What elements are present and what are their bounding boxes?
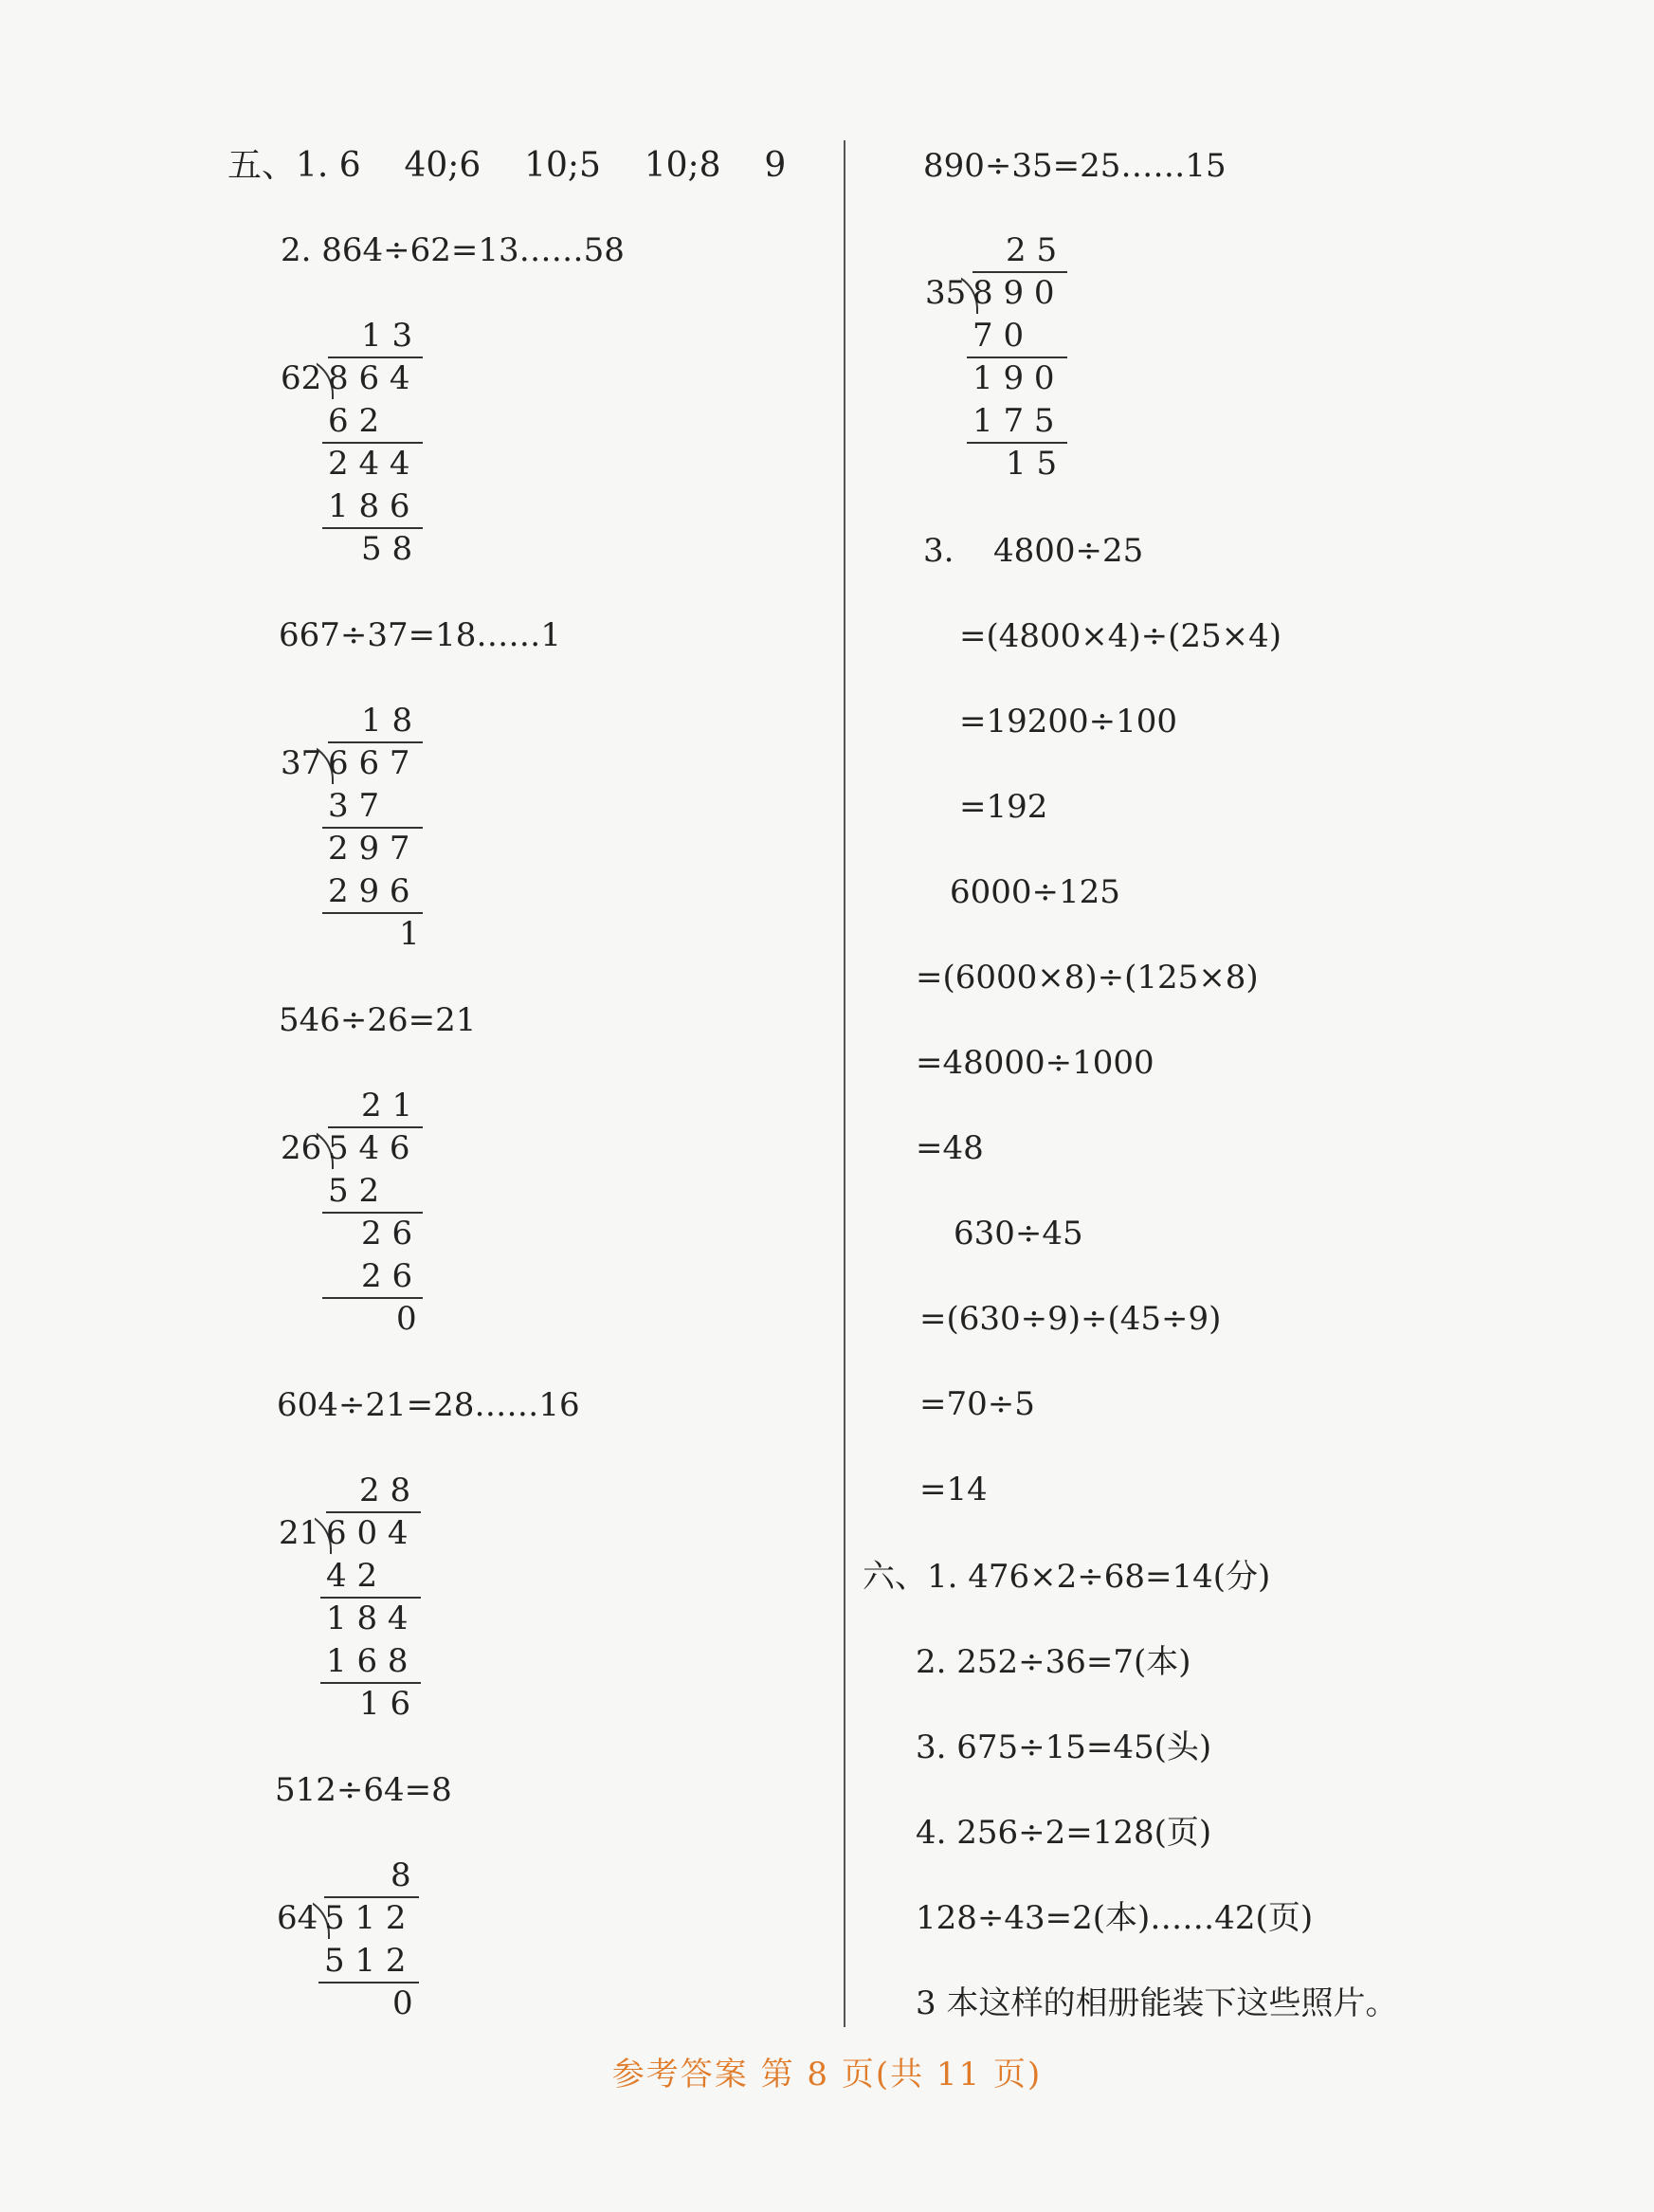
division-bar xyxy=(328,741,423,743)
remainder: 1 6 xyxy=(359,1685,411,1723)
step-line xyxy=(322,912,423,914)
calc3-line1: 630÷45 xyxy=(954,1215,1083,1252)
division-bar xyxy=(328,356,423,358)
step-line xyxy=(318,1982,419,1983)
divisor: 26 xyxy=(281,1129,322,1167)
divisor: 35 xyxy=(925,274,967,312)
step-line xyxy=(322,1297,423,1299)
q5-header: 五、1. 6 40;6 10;5 10;8 9 xyxy=(227,146,787,185)
calc3-line2: =(630÷9)÷(45÷9) xyxy=(919,1300,1222,1338)
quotient: 1 3 xyxy=(361,317,413,355)
quotient: 2 8 xyxy=(359,1472,411,1509)
step: 2 4 4 xyxy=(328,445,410,483)
remainder: 5 8 xyxy=(361,530,413,568)
division-bar xyxy=(324,1896,419,1898)
q5-2-equation: 2. 864÷62=13……58 xyxy=(281,231,625,269)
divisor: 21 xyxy=(279,1514,320,1552)
step: 6 2 xyxy=(328,402,380,440)
calc3-line4: =14 xyxy=(919,1471,988,1508)
calc1-line3: =19200÷100 xyxy=(959,703,1178,740)
step: 1 8 4 xyxy=(326,1600,409,1637)
quotient: 1 8 xyxy=(361,702,413,740)
remainder: 1 xyxy=(399,915,420,953)
division-bar xyxy=(326,1511,421,1513)
step-line xyxy=(322,442,423,444)
step-line xyxy=(967,356,1067,358)
q6-line6: 3 本这样的相册能装下这些照片。 xyxy=(916,1984,1398,2022)
calc2-line3: =48000÷1000 xyxy=(916,1044,1154,1082)
step: 2 9 6 xyxy=(328,872,410,910)
step-line xyxy=(967,442,1067,444)
q6-line5: 128÷43=2(本)……42(页) xyxy=(916,1899,1314,1937)
equation-546-26: 546÷26=21 xyxy=(279,1001,477,1039)
dividend: 8 9 0 xyxy=(972,274,1055,312)
dividend: 5 1 2 xyxy=(324,1899,407,1937)
column-divider xyxy=(844,140,845,2027)
division-bar xyxy=(328,1126,423,1128)
division-bar xyxy=(972,271,1067,273)
equation-667-37: 667÷37=18……1 xyxy=(279,616,562,654)
step: 2 6 xyxy=(361,1215,413,1252)
step: 1 6 8 xyxy=(326,1642,409,1680)
q3-label: 3. xyxy=(923,532,954,570)
step: 1 8 6 xyxy=(328,487,410,525)
step: 3 7 xyxy=(328,787,380,825)
q6-line3: 3. 675÷15=45(头) xyxy=(916,1728,1212,1766)
dividend: 5 4 6 xyxy=(328,1129,410,1167)
divisor: 64 xyxy=(277,1899,318,1937)
quotient: 2 1 xyxy=(361,1087,413,1124)
step-line xyxy=(322,827,423,829)
calc2-line4: =48 xyxy=(916,1129,984,1167)
divisor: 62 xyxy=(281,359,322,397)
q6-line1: 六、1. 476×2÷68=14(分) xyxy=(863,1558,1271,1596)
step: 5 1 2 xyxy=(324,1942,407,1980)
remainder: 0 xyxy=(392,1984,413,2022)
step: 7 0 xyxy=(972,317,1025,355)
step: 1 7 5 xyxy=(972,402,1055,440)
equation-604-21: 604÷21=28……16 xyxy=(277,1386,580,1424)
quotient: 2 5 xyxy=(1006,231,1058,269)
step-line xyxy=(322,1212,423,1214)
remainder: 1 5 xyxy=(1006,445,1058,483)
dividend: 6 0 4 xyxy=(326,1514,409,1552)
step: 2 9 7 xyxy=(328,830,410,868)
equation-890-35: 890÷35=25……15 xyxy=(923,147,1227,185)
calc2-line1: 6000÷125 xyxy=(950,873,1120,911)
calc1-line2: =(4800×4)÷(25×4) xyxy=(959,617,1282,655)
step: 4 2 xyxy=(326,1557,378,1595)
dividend: 6 6 7 xyxy=(328,744,410,782)
step-line xyxy=(320,1597,421,1599)
step: 1 9 0 xyxy=(972,359,1055,397)
step: 5 2 xyxy=(328,1172,380,1210)
calc1-line1: 4800÷25 xyxy=(993,532,1144,570)
equation-512-64: 512÷64=8 xyxy=(275,1771,452,1809)
step-line xyxy=(322,527,423,529)
calc2-line2: =(6000×8)÷(125×8) xyxy=(916,959,1259,996)
dividend: 8 6 4 xyxy=(328,359,410,397)
remainder: 0 xyxy=(396,1300,417,1338)
calc1-line4: =192 xyxy=(959,788,1048,826)
step: 2 6 xyxy=(361,1257,413,1295)
calc3-line3: =70÷5 xyxy=(919,1385,1035,1423)
q6-line4: 4. 256÷2=128(页) xyxy=(916,1814,1212,1852)
q6-line2: 2. 252÷36=7(本) xyxy=(916,1643,1191,1681)
divisor: 37 xyxy=(281,744,322,782)
page-footer: 参考答案 第 8 页(共 11 页) xyxy=(611,2056,1043,2093)
step-line xyxy=(320,1682,421,1684)
quotient: 8 xyxy=(391,1856,411,1894)
